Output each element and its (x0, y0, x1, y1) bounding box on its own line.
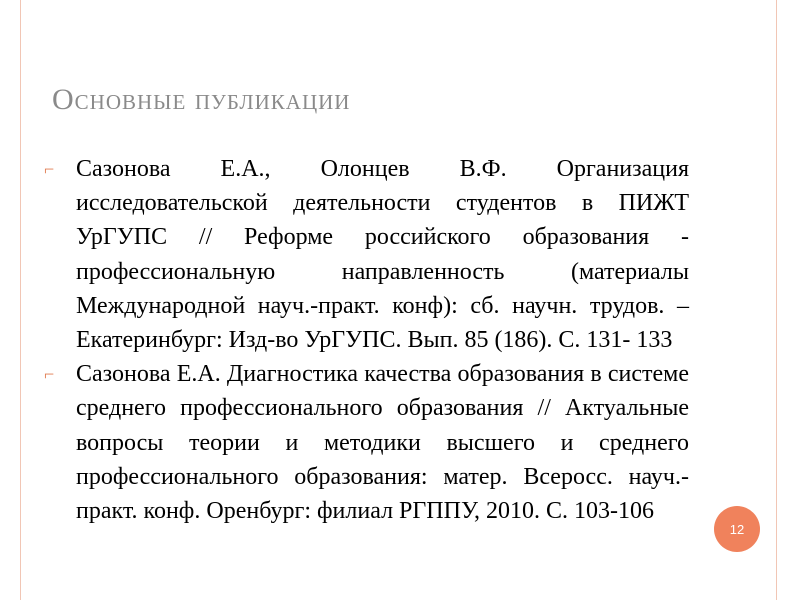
list-item (44, 357, 689, 528)
page-number-badge: 12 (714, 506, 760, 552)
bullet-icon: ⌐ (44, 364, 55, 385)
list-item (44, 152, 689, 357)
publication-text: Сазонова Е.А., Олонцев В.Ф. Организация исследовательской деятельности студентов в ПИЖТ УрГУПС // Реформе российского образования - профессиональную направленность (материалы Международной науч.-практ. конф): сб. научн. трудов. – Екатеринбург: Изд-во УрГУПС. Вып. 85 (186). С. 131- 133 (76, 156, 689, 354)
slide-content (44, 152, 689, 528)
slide-title: Основные публикации (52, 83, 351, 116)
publication-text: Сазонова Е.А. Диагностика качества образования в системе среднего профессионального образования // Актуальные вопросы теории и методики высшего и среднего профессионального образования: матер. Всеросс. науч.-практ. конф. Оренбург: филиал РГППУ, 2010. С. 103-106 (76, 361, 689, 525)
bullet-icon: ⌐ (44, 159, 55, 179)
